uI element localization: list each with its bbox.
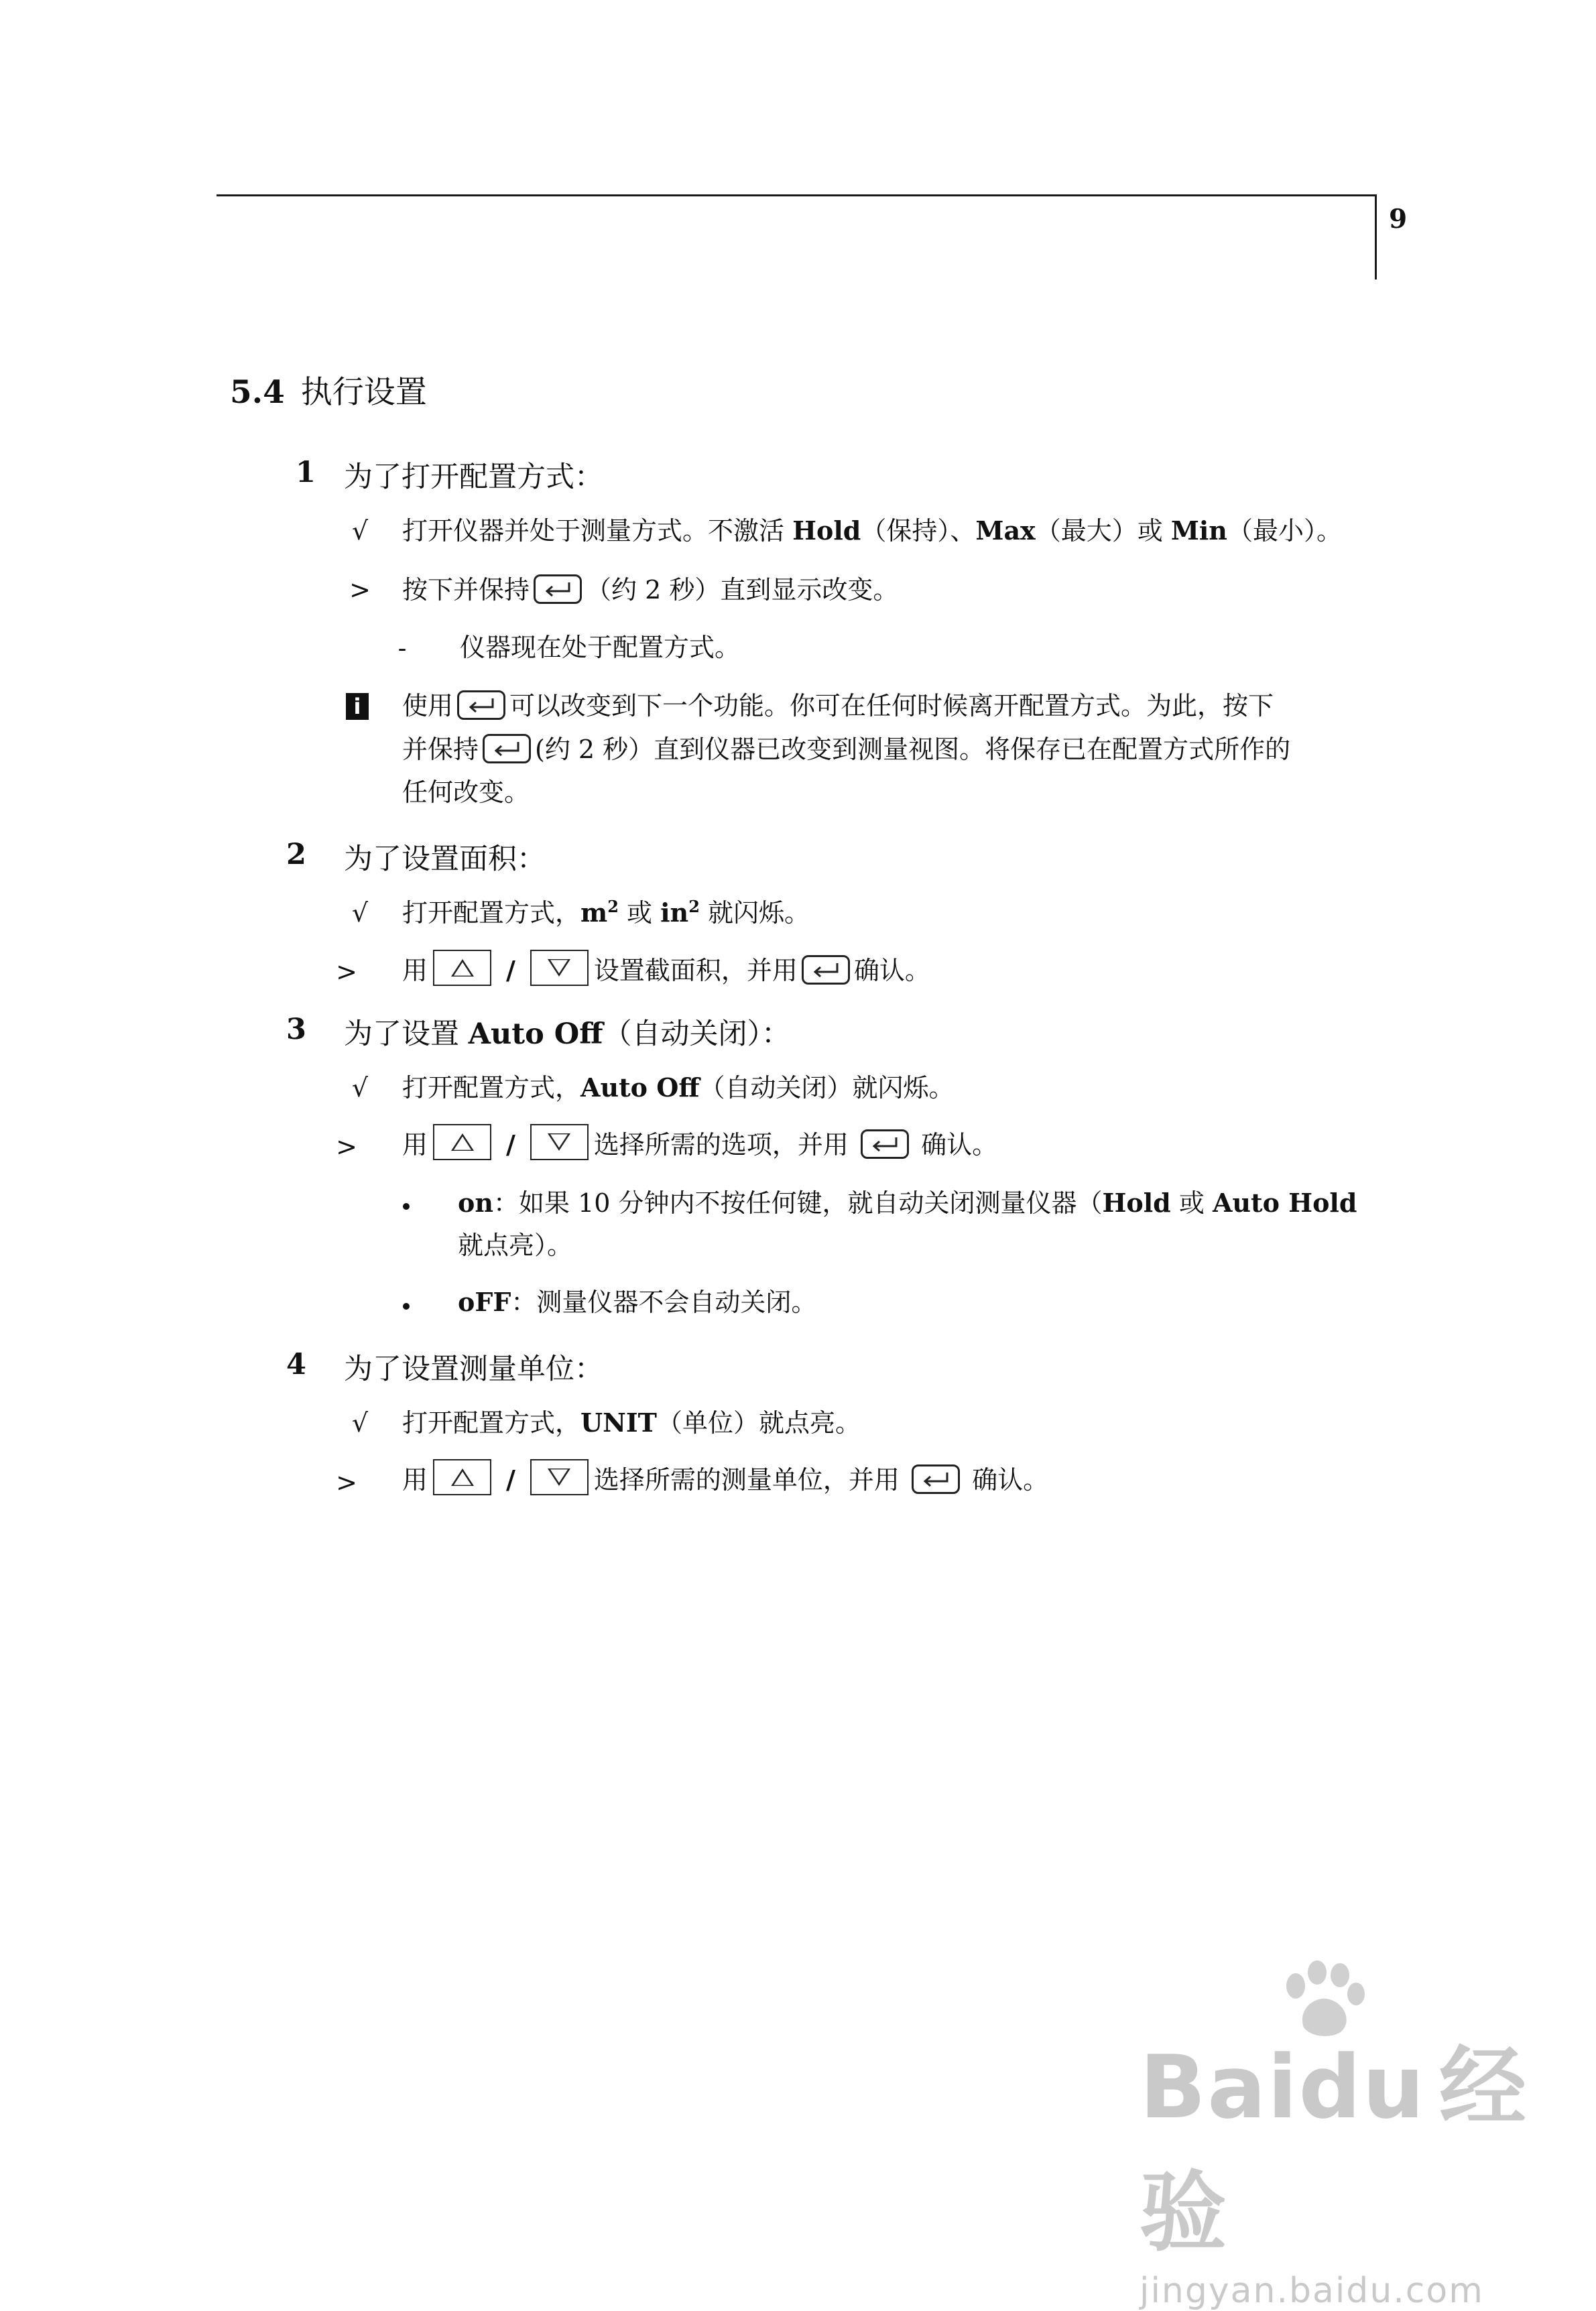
- check-mark: √: [351, 898, 369, 928]
- enter-key-icon: [534, 574, 582, 604]
- step-number: 3: [286, 1013, 306, 1046]
- step-action-text: 按下并保持 （约 2 秒）直到显示改变。: [402, 575, 899, 605]
- step-number: 2: [286, 838, 306, 871]
- action-arrow: >: [349, 575, 371, 605]
- enter-key-icon: [912, 1464, 960, 1494]
- bullet-icon: [403, 1303, 410, 1310]
- enter-key-icon: [802, 955, 850, 985]
- check-mark: √: [351, 1408, 369, 1438]
- step-number: 1: [296, 456, 316, 489]
- header-rule: [217, 194, 1377, 196]
- step-check-text: 打开配置方式，$m^2$ 或 $in^2$ 就闪烁。: [402, 897, 810, 928]
- section-number: 5.4: [230, 374, 285, 411]
- section-heading: [230, 367, 427, 412]
- option-on-line-1: on：如果 10 分钟内不按任何键，就自动关闭测量仪器（Hold 或 Auto Hold: [458, 1188, 1357, 1218]
- enter-key-icon: [861, 1129, 909, 1159]
- info-line-1: 使用 可以改变到下一个功能。你可在任何时候离开配置方式。为此，按下: [402, 691, 1274, 721]
- result-dash: -: [397, 633, 407, 663]
- down-key-icon: [530, 950, 589, 986]
- bullet-icon: [403, 1203, 410, 1210]
- step-title: 为了打开配置方式：: [344, 460, 603, 494]
- action-arrow: >: [336, 1468, 357, 1497]
- step-check-text: 打开配置方式，Auto Off（自动关闭）就闪烁。: [402, 1072, 955, 1103]
- page-number: 9: [1389, 204, 1408, 235]
- enter-key-icon: [457, 690, 505, 720]
- action-arrow: >: [336, 1132, 357, 1162]
- baidu-watermark: Baidu 经验 jingyan.baidu.com: [1140, 2036, 1528, 2311]
- down-key-icon: [530, 1459, 589, 1495]
- step-title: 为了设置 Auto Off（自动关闭）：: [344, 1017, 791, 1051]
- info-line-2: 并保持 (约 2 秒）直到仪器已改变到测量视图。将保存已在配置方式所作的: [402, 735, 1291, 764]
- step-check-text: 打开仪器并处于测量方式。不激活 Hold（保持）、Max（最大）或 Min（最小）。: [402, 515, 1342, 546]
- down-key-icon: [530, 1124, 589, 1160]
- step-action-text: 用 / 选择所需的测量单位，并用 确认。: [402, 1453, 1048, 1507]
- step-number: 4: [286, 1348, 306, 1381]
- section-title: 执行设置: [300, 374, 427, 411]
- step-title: 为了设置测量单位：: [344, 1353, 603, 1386]
- step-title: 为了设置面积：: [344, 842, 546, 876]
- up-key-icon: [433, 1459, 491, 1495]
- step-check-text: 打开配置方式，UNIT（单位）就点亮。: [402, 1408, 861, 1438]
- header-divider: [1375, 194, 1377, 279]
- check-mark: √: [351, 516, 369, 546]
- option-off-text: oFF：测量仪器不会自动关闭。: [458, 1287, 817, 1317]
- info-line-3: 任何改变。: [402, 777, 530, 807]
- enter-key-icon: [483, 734, 531, 763]
- step-action-text: 用 / 设置截面积，并用 确认。: [402, 944, 930, 997]
- check-mark: √: [351, 1073, 369, 1103]
- action-arrow: >: [336, 957, 357, 987]
- step-result-text: 仪器现在处于配置方式。: [460, 633, 741, 662]
- option-on-line-2: 就点亮）。: [458, 1231, 573, 1260]
- step-action-text: 用 / 选择所需的选项，并用 确认。: [402, 1118, 997, 1172]
- info-icon: i: [346, 693, 369, 720]
- up-key-icon: [433, 1124, 491, 1160]
- up-key-icon: [433, 950, 491, 986]
